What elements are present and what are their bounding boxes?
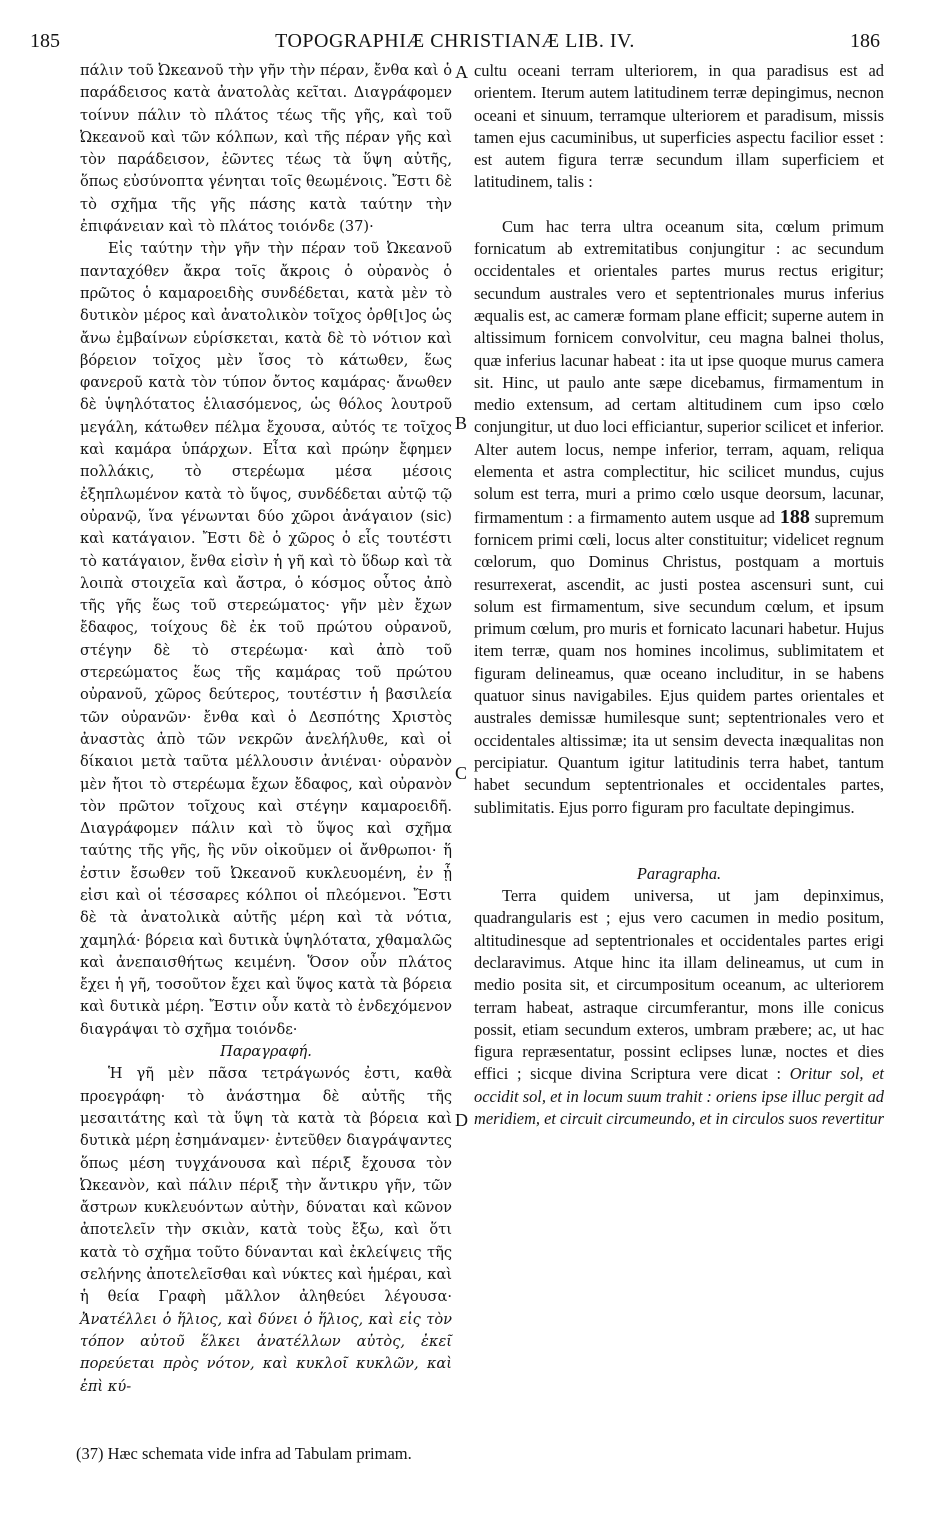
page-number-right: 186 <box>850 30 880 52</box>
margin-mark-c: C <box>455 763 468 783</box>
latin-paragraph-2 <box>474 216 884 819</box>
running-title: TOPOGRAPHIÆ CHRISTIANÆ LIB. IV. <box>275 30 635 52</box>
latin-paragraph-3 <box>474 885 884 1130</box>
original-page-number: 188 <box>779 505 810 528</box>
margin-mark-d: D <box>455 1110 468 1130</box>
greek-paragraph-1: πάλιν τοῦ Ὠκεανοῦ τὴν γῆν τὴν πέραν, ἔνθα καὶ ὁ παράδεισος κατὰ ἀνατολὰς κεῖται. Διαγράφομεν τοίνυν πάλιν τὸ πλάτος τέως τῆς γῆς, καὶ τοῦ Ὠκεανοῦ καὶ τῶν κόλπων, καὶ τῆς πέραν γῆς καὶ τὸν παράδεισον, ἐῶντες τέως τὰ ὕψη αὐτῆς, ὅπως εὐσύνοπτα γένηται τοῖς θεωμένοις. Ἔστι δὲ τὸ σχῆμα τῆς γῆς πάσης κατὰ ταύτην τὴν ἐπιφάνειαν καὶ τὸ πλάτος τοιόνδε (37)· <box>80 62 452 236</box>
margin-mark-a: A <box>455 62 468 82</box>
latin-scripture-quote: Oritur sol, et occidit sol, et in locum suum trahit : oriens ipse illuc pergit ad meridiem, et circuit circumeundo, et in circulos suos revertitur <box>474 1064 884 1129</box>
latin-paragraph-1: cultu oceani terram ulteriorem, in qua paradisus est ad orientem. Iterum autem latitudinem terræ depingimus, necnon oceani et sinuum, terramque ulteriorem et paradisum, missis tamen ejus cacuminibus, ut superficies aspectu facilior esset : est autem figura terræ secundum illam superficiem et latitudinem, talis : <box>474 61 884 192</box>
greek-scripture-quote: Ἀνατέλλει ὁ ἥλιος, καὶ δύνει ὁ ἥλιος, καὶ εἰς τὸν τόπον αὐτοῦ ἕλκει ἀνατέλλων αὐτὸς, ἐκεῖ πορεύεται πρὸς νότον, καὶ κυκλοῖ κυκλῶν, καὶ ἐπὶ κύ- <box>80 1310 452 1395</box>
greek-column <box>80 60 452 1398</box>
greek-paragraph-3 <box>80 1063 452 1397</box>
greek-paragraph-3-text: Ἡ γῆ μὲν πᾶσα τετράγωνός ἐστι, καθὰ προεγράφη· τὸ ἀνάστημα δὲ αὐτῆς τῆς μεσαιτάτης καὶ τὰ ὕψη τὰ κατὰ τὰ βόρεια καὶ δυτικὰ μέρη ἐσημάναμεν· ἐντεῦθεν διαγράψαντες ὅπως μέση τυγχάνουσα καὶ πέριξ ἔχουσα τὸν Ὠκεανὸν, καὶ πάλιν πέριξ τὴν ἄντικρυ γῆν, τῶν ἄστρων κυκλευόντων αὐτὴν, δύναται καὶ κῶνον ἀποτελεῖν τὴν σκιὰν, κατὰ τοὺς ἔξω, καὶ ὅτι κατὰ τὸ σχῆμα τοῦτο δύνανται καὶ ἐκλείψεις τῆς σελήνης ἀποτελεῖσθαι καὶ νύκτες καὶ ἡμέραι, καὶ ἡ θεία Γραφὴ μᾶλλον ἀληθεύει λέγουσα· <box>80 1065 452 1306</box>
greek-paragraph-2: Εἰς ταύτην τὴν γῆν τὴν πέραν τοῦ Ὠκεανοῦ πανταχόθεν ἄκρα τοῖς ἄκροις ὁ οὐρανὸς ὁ πρῶτος ὁ καμαροειδὴς συνδέδεται, κατὰ μὲν τὸ δυτικὸν μέρος καὶ ἀνατολικὸν τοῖχος ὀρθ[ι]ος ὡς ἄνω ἐμβαίνων εὑρίσκεται, κατὰ δὲ τὸ νότιον καὶ βόρειον τοῖχος μὲν ἴσος τὸ κάτωθεν, ἕως φανεροῦ κατὰ τὸν τύπον ὄντος καμάρας· ἄνωθεν δὲ ὑψηλότατος ἑλιασόμενος, ὡς θόλος λουτροῦ μεγάλη, κάτωθεν πέλμα ἔχουσα, αὐτός τε τοῖχος καὶ καμάρα ὑπάρχων. Εἶτα καὶ πρώην ἔφημεν πολλάκις, τὸ στερέωμα μέσα μέσοις ἐξηπλωμένον κατὰ τὸ ὕψος, συνδέδεται αὐτῷ τῷ οὐρανῷ, ἵνα γένωνται δύο χῶροι ἀνάγαιον (sic) καὶ κατάγαιον. Ἔστι δὲ ὁ χῶρος ὁ εἷς τουτέστι τὸ κατάγαιον, ἔνθα εἰσὶν ἡ γῆ καὶ τὸ ὕδωρ καὶ τὰ λοιπὰ στοιχεῖα καὶ ἄστρα, ὁ κόσμος οὗτος ἀπὸ τῆς γῆς ἕως τοῦ στερεώματος· γῆν μὲν ἔχων ἔδαφος, τοίχους δὲ ἐκ τοῦ πρώτου οὐρανοῦ, στέγην δὲ τὸ στερέωμα· καὶ ἀπὸ τοῦ στερεώματος ἕως τῆς καμάρας τοῦ πρώτου οὐρανοῦ, χῶρος δεύτερος, τουτέστιν ἡ βασιλεία τῶν οὐρανῶν· ἔνθα καὶ ὁ Δεσπότης Χριστὸς ἀναστὰς ἀπὸ τῶν νεκρῶν ἀνελήλυθε, καὶ οἱ δίκαιοι μετὰ ταῦτα μέλλουσιν ἀνιέναι· οὐρανὸν μὲν ἤτοι τὸ στερέωμα ἔχων ἔδαφος, καὶ οὐρανὸν τὸν πρῶτον τοῖχους καὶ στέγην καμαροειδῆ. Διαγράφομεν πάλιν καὶ τὸ ὕψος καὶ σχῆμα ταύτης τῆς γῆς, ἣς νῦν οἰκοῦμεν οἱ ἄνθρωποι· ἥ ἐστιν ἔσωθεν τοῦ Ὠκεανοῦ κυκλευομένη, ἐν ᾗ εἰσι καὶ οἱ τέσσαρες κόλποι οἱ πλεόμενοι. Ἔστι δὲ τὰ ἀνατολικὰ αὐτῆς μέρη καὶ τὰ νότια, χαμηλά· βόρεια καὶ δυτικὰ ὑψηλότατα, χθαμαλῶς καὶ ἀνεπαισθήτως κειμένη. Ὅσον οὖν πλάτος ἔχει ἡ γῆ, τοσοῦτον ἔχει καὶ ὕψος κατὰ τὰ βόρεια καὶ δυτικὰ μέρη. Ἔστιν οὖν κατὰ τὸ ἐνδεχόμενον διαγράψαι τὸ σχῆμα τοιόνδε· <box>80 240 452 1038</box>
footnote: (37) Hæc schemata vide infra ad Tabulam primam. <box>76 1444 412 1463</box>
latin-paragraph-2a: Cum hac terra ultra oceanum sita, cœlum primum fornicatum ab extremitatibus conjungitur : ac secundum occidentales et orientales partes murus rectus erigitur; secundum australes vero et septentrionales murus inferius æqualis est, ac cameræ formam plane efficit; superne autem in altissimum fornicem convolvitur, ceu magna balnei tholus, quæ inferius lacunar habeat : ita ut ipse quoque murus camera sit. Hinc, ut paulo ante sæpe dicebamus, firmamentum in medio extensum, ad certam altitudinem cum ipso cœlo conjungitur, ut duo loci efficiantur, superior scilicet et inferior. Alter autem locus, nempe inferior, terram, aquam, reliqua elementa et astra complectitur, hic scilicet mundus, cujus solum est terra, muri a primo cœlo usque deorsum, lacunar, firmamentum : a firmamento autem usque ad <box>474 216 884 527</box>
latin-column <box>474 60 884 1130</box>
latin-paragraph-3-text: Terra quidem universa, ut jam depinximus, quadrangularis est ; ejus vero cacumen in medio positum, altitudinesque ad septentrionales et occidentales partes erigi declaravimus. Atque hinc ita illam delineamus, ut cum in medio posita sit, et circumpositum oceanum, ac ulteriorem terram habeat, astraque circumferantur, mons ille conicus possit, etiam secundum exteros, umbram præbere; ac, ut hac figura repræsentatur, possint eclipses lunæ, noctes et dies effici ; sicque divina Scriptura vere dicat : <box>474 886 884 1084</box>
latin-section-title: Paragrapha. <box>636 863 722 883</box>
margin-mark-b: B <box>455 413 468 433</box>
page-number-left: 185 <box>30 30 60 52</box>
greek-section-title: Παραγραφή. <box>220 1043 312 1061</box>
page-header <box>30 28 880 58</box>
latin-paragraph-2b: supremum fornicem primi cœli, locus alter constituitur; videlicet regnum cœlorum, quo Dominus Christus, postquam a mortuis resurrexerat, ascendit, ac justi postea ascensuri sunt, cui solum est firmamentum, sive secundum cœlum, et ipsum primum cœlum, pro muris et fornicato lacunari habetur. Hujus item terræ, quam nos homines incolimus, sublimitatem et figuram delineamus, quæ oceano includitur, in se habens quatuor sinus navigabiles. Ejus quidem partes orientales et australes demissæ humilesque sunt; septentrionales vero et occidentales altissimæ; ita ut sensim devecta inæqualitas non percipiatur. Quantum igitur latitudinis terra habet, tantum habet secundum septentrionales et occidentales partes, sublimitatis. Ejus porro figuram pro facultate depingimus. <box>474 507 884 817</box>
